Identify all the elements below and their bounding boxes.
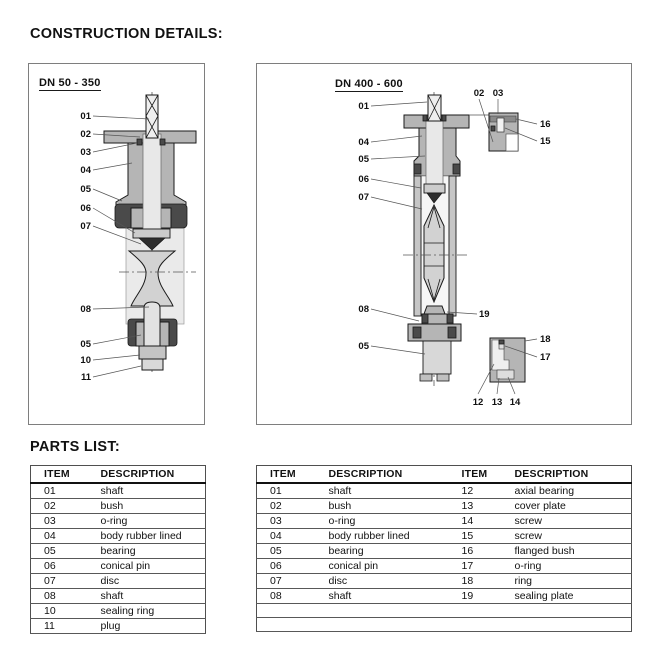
column-header-description: DESCRIPTION [93,466,206,484]
table-row [31,529,206,544]
item-cell: 19 [449,589,507,604]
lower-oring-left [422,314,428,323]
table-row [31,619,206,634]
description-cell: bearing [93,544,206,559]
screw [497,118,504,132]
column-header-item: ITEM [257,466,321,484]
table-row [257,544,632,559]
item-cell: 11 [31,619,93,634]
flange-bush-left [423,115,427,121]
o-ring [499,340,504,344]
diagram-box-dn400-600 [256,63,632,425]
description-cell: shaft [321,483,449,499]
callout-11: 11 [80,372,91,383]
table-row [257,589,632,604]
callout-14: 14 [509,397,521,408]
bearing-left [414,164,421,174]
item-cell: 06 [257,559,321,574]
item-cell: 10 [31,604,93,619]
body-wall-left [414,176,421,316]
bearing-bar [424,184,445,193]
callout-17: 17 [540,352,551,363]
description-cell: screw [507,514,632,529]
item-cell: 03 [257,514,321,529]
description-cell: shaft [93,483,206,499]
foot-left [420,374,432,381]
callout-03: 03 [80,147,91,158]
description-cell [507,618,632,632]
item-cell: 01 [31,483,93,499]
item-cell: 08 [31,589,93,604]
column-header-description: DESCRIPTION [321,466,449,484]
axial-bearing-left [413,327,421,338]
callout-labels [80,111,91,383]
item-cell: 07 [31,574,93,589]
item-cell: 15 [449,529,507,544]
item-cell [449,604,507,618]
lower-oring-right [447,314,453,323]
bush [491,126,495,131]
shaft-stem [146,95,158,138]
callout-10: 10 [80,355,91,366]
description-cell: o-ring [93,514,206,529]
item-cell: 18 [449,574,507,589]
parts-list-title: PARTS LIST: [30,439,121,455]
ring [497,370,514,379]
item-cell [257,604,321,618]
callout-05: 05 [80,184,91,195]
item-cell: 14 [449,514,507,529]
description-cell [321,604,449,618]
table-row [31,574,206,589]
bearing-bar [133,229,170,238]
valve-cross-section-dn50-350 [29,64,204,424]
valve-cross-section-dn400-600 [257,64,631,424]
table-row [31,499,206,514]
table-row [31,514,206,529]
description-cell: axial bearing [507,483,632,499]
description-cell: flanged bush [507,544,632,559]
axial-bearing-right [448,327,456,338]
table-row [31,544,206,559]
table-row [257,529,632,544]
callout-05b: 05 [358,341,369,352]
item-cell [257,618,321,632]
item-cell: 04 [257,529,321,544]
body-wall-right [449,176,456,316]
description-cell: shaft [93,589,206,604]
dn-range-label: DN 400 - 600 [335,78,403,90]
description-cell [507,604,632,618]
callout-07: 07 [358,192,369,203]
flange-bush-right [442,115,446,121]
callout-06: 06 [80,203,91,214]
bearing-right [453,164,460,174]
description-cell: conical pin [321,559,449,574]
item-cell: 02 [31,499,93,514]
shaft-bore [426,121,443,187]
description-cell: body rubber lined [321,529,449,544]
description-cell: sealing plate [507,589,632,604]
description-cell: ring [507,574,632,589]
bottom-column [423,341,451,374]
diagram-box-dn50-350 [28,63,205,425]
callout-04: 04 [80,165,91,176]
table-header-row [31,466,206,484]
description-cell: o-ring [507,559,632,574]
item-cell: 16 [449,544,507,559]
parts-table-right [256,465,632,632]
parts-table-left [30,465,206,634]
callout-01: 01 [358,101,369,112]
description-cell: body rubber lined [93,529,206,544]
table-row [31,559,206,574]
description-cell: bush [93,499,206,514]
callout-08: 08 [80,304,91,315]
callout-06: 06 [358,174,369,185]
table-row [31,604,206,619]
callout-04: 04 [358,137,369,148]
description-cell: o-ring [321,514,449,529]
item-cell: 05 [257,544,321,559]
callout-02: 02 [80,129,91,140]
item-cell: 13 [449,499,507,514]
description-cell: shaft [321,589,449,604]
table-row [257,514,632,529]
description-cell: bearing [321,544,449,559]
description-cell: disc [321,574,449,589]
item-cell: 06 [31,559,93,574]
description-cell: plug [93,619,206,634]
plug [142,359,163,370]
sealing-ring [139,346,166,359]
item-cell: 03 [31,514,93,529]
column-header-item: ITEM [449,466,507,484]
callout-12: 12 [472,397,484,408]
item-cell: 12 [449,483,507,499]
table-row [257,499,632,514]
column-header-item: ITEM [31,466,93,484]
valve-drawing [403,92,469,386]
description-cell: conical pin [93,559,206,574]
callout-19: 19 [479,309,490,320]
callout-08: 08 [358,304,369,315]
callout-18: 18 [540,334,551,345]
table-row [257,483,632,499]
callout-01: 01 [80,111,91,122]
o-ring-right [160,139,165,145]
callout-05b: 05 [80,339,91,350]
callout-03: 03 [492,88,504,99]
sealing-plate [424,306,445,314]
description-cell: sealing ring [93,604,206,619]
callout-16: 16 [540,119,551,130]
callout-13: 13 [491,397,503,408]
page-title: CONSTRUCTION DETAILS: [30,26,223,42]
callout-05: 05 [358,154,369,165]
callout-15: 15 [540,136,551,147]
item-cell: 08 [257,589,321,604]
o-ring-left [137,139,142,145]
table-row [31,589,206,604]
detail-notch [506,134,518,151]
callout-07: 07 [80,221,91,232]
foot-right [437,374,449,381]
detail-view-top [469,113,518,151]
detail-view-bottom [490,338,525,382]
item-cell: 17 [449,559,507,574]
callout-02: 02 [473,88,485,99]
lower-shaft [144,302,160,346]
item-cell: 07 [257,574,321,589]
valve-drawing [104,92,196,375]
item-cell: 05 [31,544,93,559]
dn-range-label: DN 50 - 350 [39,77,101,89]
shaft-bore [143,134,161,229]
table-header-row [257,466,632,484]
table-row [257,604,632,618]
description-cell: screw [507,529,632,544]
table-row [257,618,632,632]
table-row [31,483,206,499]
item-cell: 04 [31,529,93,544]
item-cell [449,618,507,632]
table-row [257,559,632,574]
description-cell: bush [321,499,449,514]
description-cell: disc [93,574,206,589]
item-cell: 01 [257,483,321,499]
description-cell: cover plate [507,499,632,514]
item-cell: 02 [257,499,321,514]
column-header-description: DESCRIPTION [507,466,632,484]
description-cell [321,618,449,632]
table-row [257,574,632,589]
